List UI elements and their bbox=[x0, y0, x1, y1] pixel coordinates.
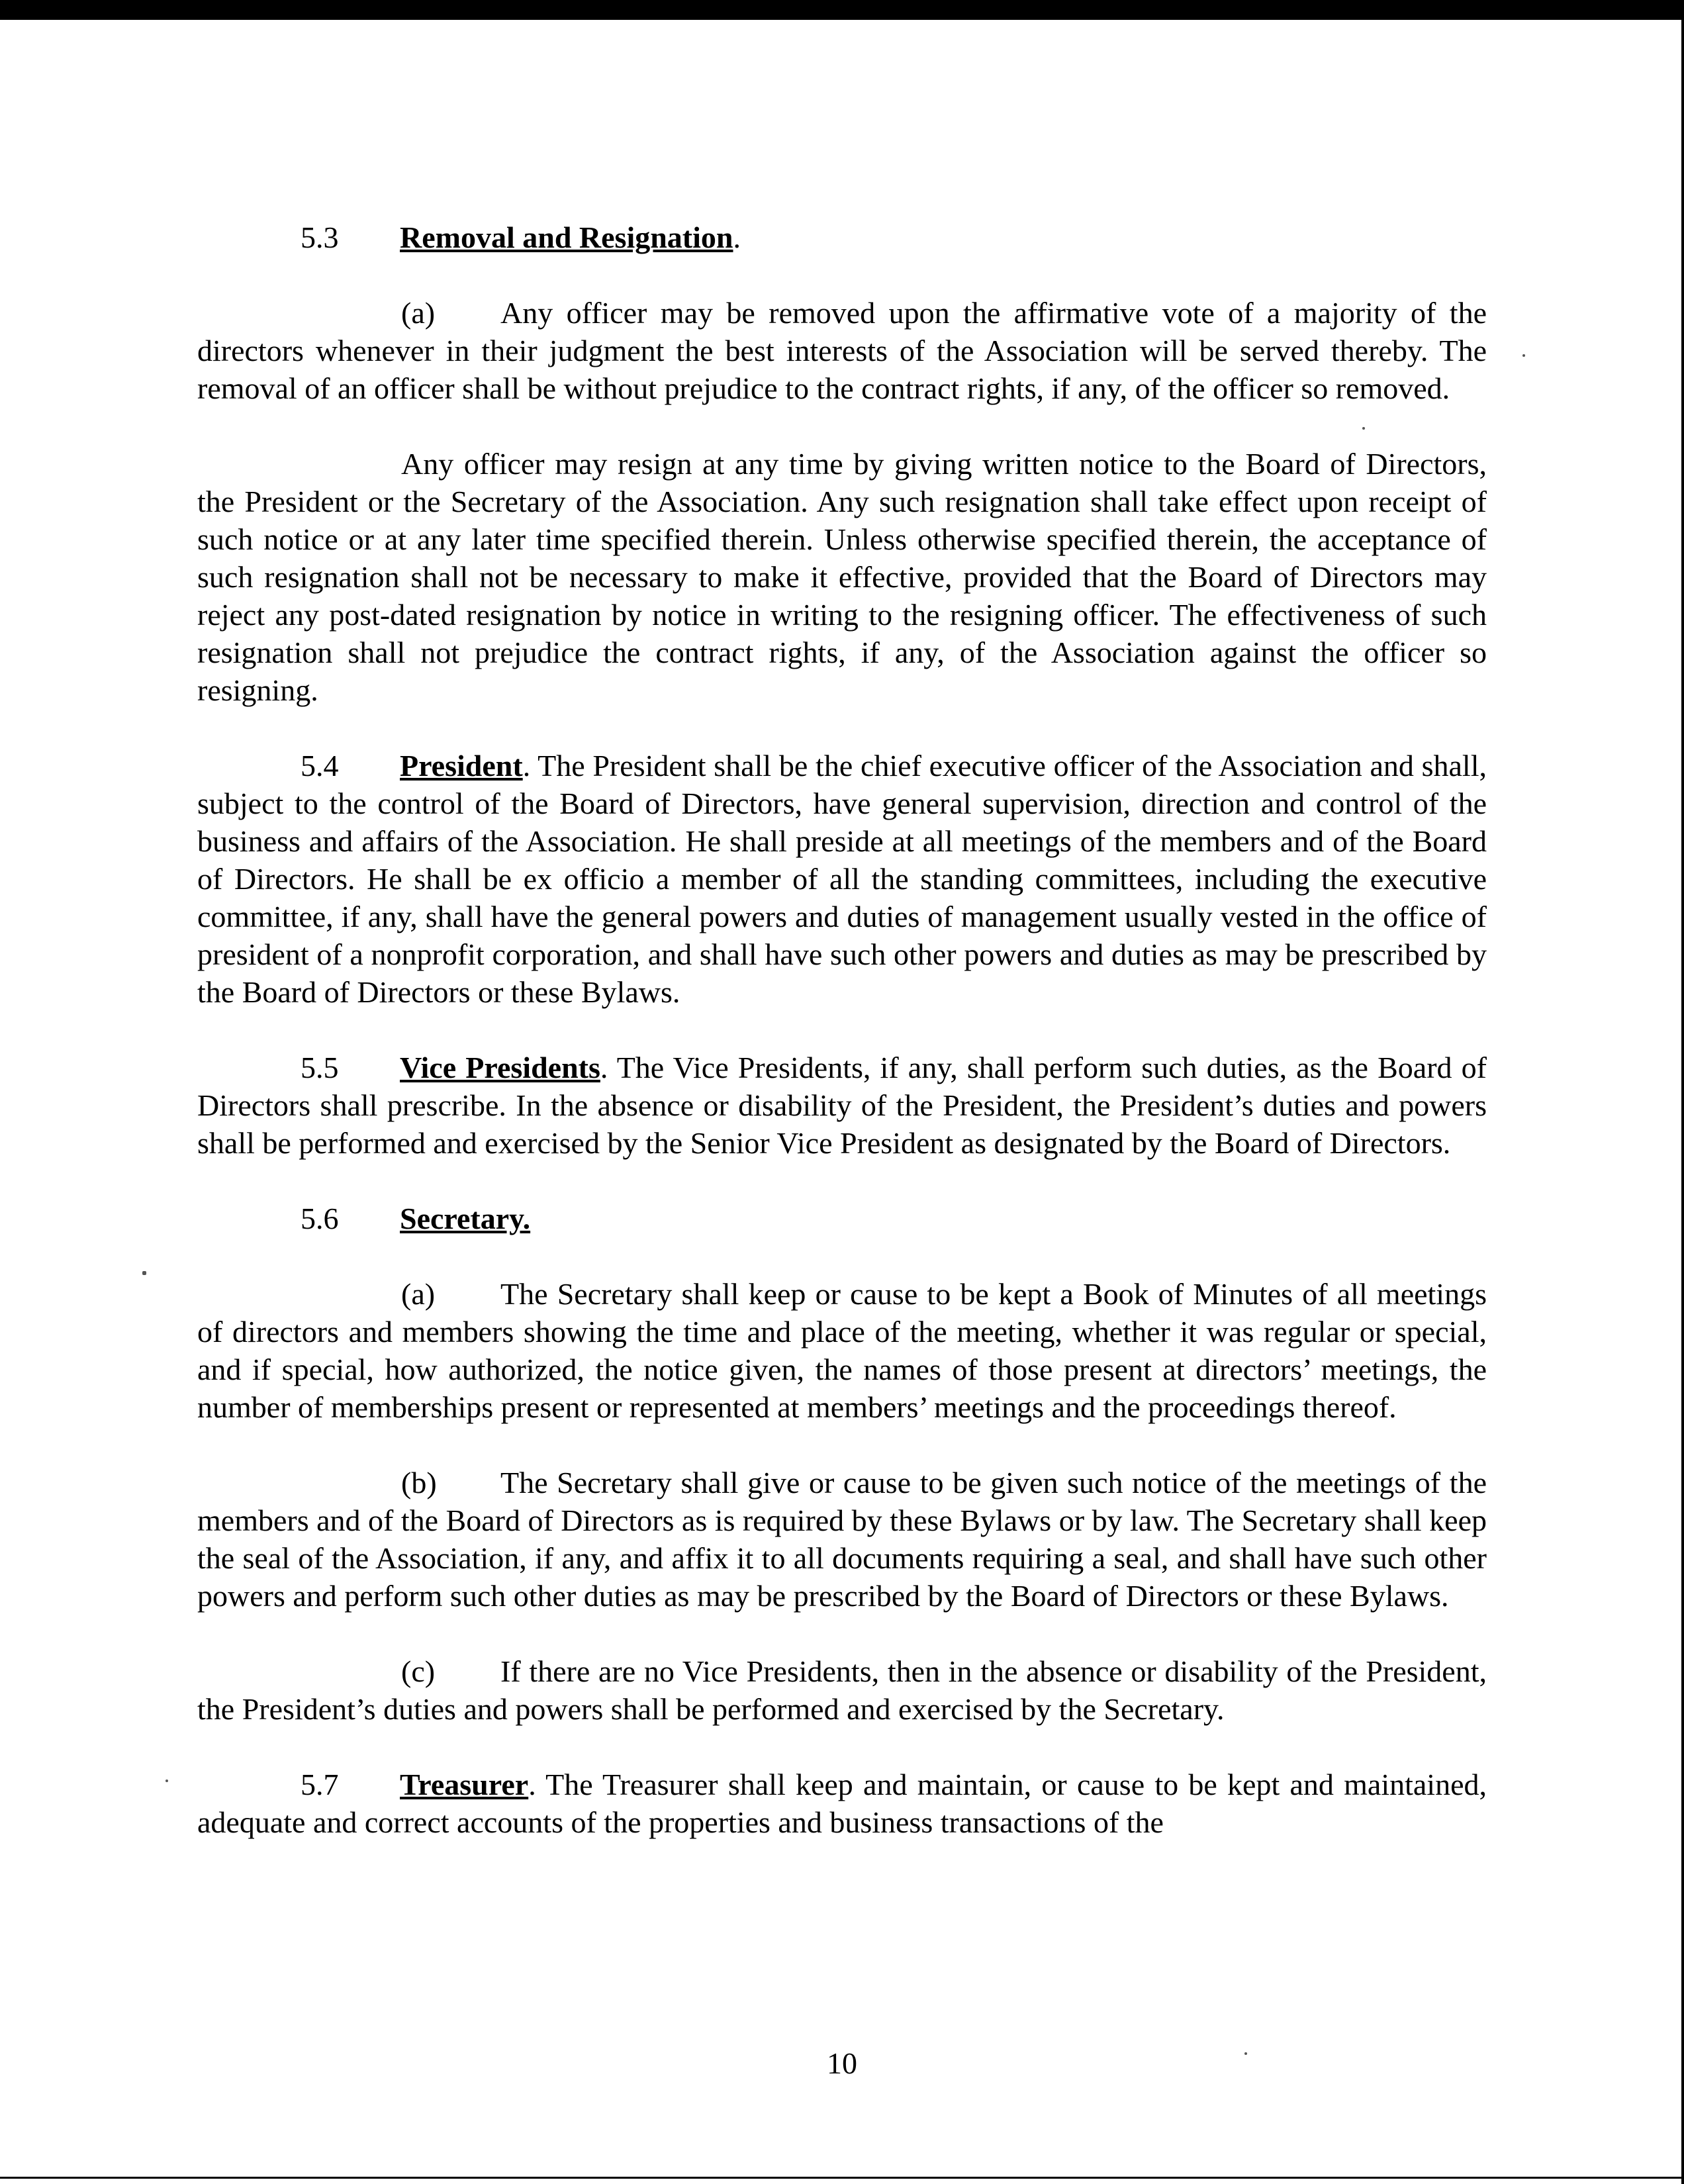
section-title-period: . bbox=[733, 220, 741, 254]
section-5-6-heading bbox=[197, 1200, 1487, 1237]
subsection-label: (a) bbox=[401, 296, 436, 330]
subsection-label: (c) bbox=[401, 1654, 436, 1688]
section-text: The Treasurer shall keep and maintain, or cause to be kept and maintained, adequate and correct accounts of the properties and business transactions of the bbox=[197, 1768, 1487, 1839]
section-title-period: . bbox=[528, 1768, 536, 1801]
section-number: 5.5 bbox=[301, 1051, 339, 1084]
section-title: Vice Presidents bbox=[400, 1051, 600, 1084]
scan-bottom-border bbox=[0, 2177, 1684, 2179]
subsection-text: The Secretary shall keep or cause to be kept a Book of Minutes of all meetings of directors and members showing the time and place of the meeting, whether it was regular or special, and if special, how authorized, the notice given, the names of those present at directors’ meetings, the number of memberships present or represented at members’ meetings and the proceedings thereof. bbox=[197, 1277, 1487, 1424]
section-title-period: . bbox=[600, 1051, 608, 1084]
section-number: 5.7 bbox=[301, 1768, 339, 1801]
scan-right-border bbox=[1681, 0, 1684, 2184]
scan-speck bbox=[1522, 354, 1525, 357]
section-5-6-a bbox=[197, 1275, 1487, 1426]
section-title: President bbox=[400, 749, 523, 783]
section-title: Removal and Resignation bbox=[400, 220, 733, 254]
section-text: The Vice Presidents, if any, shall perform such duties, as the Board of Directors shall prescribe. In the absence or disability of the President, the President’s duties and powers shall be performed and exercised by the Senior Vice President as designated by the Board of Directors. bbox=[197, 1051, 1487, 1160]
scan-speck bbox=[1362, 427, 1365, 430]
scan-top-border bbox=[0, 0, 1684, 20]
document-page bbox=[197, 218, 1487, 1841]
section-5-5 bbox=[197, 1049, 1487, 1162]
section-title: Treasurer bbox=[400, 1768, 529, 1801]
section-title-period: . bbox=[522, 749, 531, 783]
paragraph-text: Any officer may resign at any time by giving written notice to the Board of Directors, the President or the Secretary of the Association. Any such resignation shall take effect upon receipt of such notice or at any later time specified therein. Unless otherwise specified therein, the acceptance of such resignation shall not be necessary to make it effective, provided that the Board of Directors may reject any post-dated resignation by notice in writing to the resigning officer. The effectiveness of such resignation shall not prejudice the contract rights, if any, of the Association against the officer so resigning. bbox=[197, 447, 1487, 707]
subsection-text: The Secretary shall give or cause to be given such notice of the meetings of the members and of the Board of Directors as is required by these Bylaws or by law. The Secretary shall keep the seal of the Association, if any, and affix it to all documents requiring a seal, and shall have such other powers and perform such other duties as may be prescribed by the Board of Directors or these Bylaws. bbox=[197, 1466, 1487, 1613]
section-number: 5.3 bbox=[301, 220, 339, 254]
section-5-3-a bbox=[197, 294, 1487, 407]
section-5-7 bbox=[197, 1766, 1487, 1841]
section-5-3-resignation bbox=[197, 445, 1487, 709]
subsection-text: Any officer may be removed upon the affirmative vote of a majority of the directors whenever in their judgment the best interests of the Association will be served thereby. The removal of an officer shall be without prejudice to the contract rights, if any, of the officer so removed. bbox=[197, 296, 1487, 405]
page-number: 10 bbox=[827, 2046, 857, 2080]
section-5-6-b bbox=[197, 1464, 1487, 1615]
section-number: 5.4 bbox=[301, 749, 339, 783]
subsection-label: (b) bbox=[401, 1466, 437, 1499]
section-5-6-c bbox=[197, 1652, 1487, 1728]
section-text: The President shall be the chief executive officer of the Association and shall, subject to the control of the Board of Directors, have general supervision, direction and control of the business and affairs of the Association. He shall preside at all meetings of the members and of the Board of Directors. He shall be ex officio a member of all the standing committees, including the executive committee, if any, shall have the general powers and duties of management usually vested in the office of president of a nonprofit corporation, and shall have such other powers and duties as may be prescribed by the Board of Directors or these Bylaws. bbox=[197, 749, 1487, 1009]
section-title: Secretary. bbox=[400, 1202, 531, 1235]
section-5-4 bbox=[197, 747, 1487, 1011]
scan-speck bbox=[142, 1271, 146, 1275]
subsection-label: (a) bbox=[401, 1277, 436, 1311]
subsection-text: If there are no Vice Presidents, then in the absence or disability of the President, the President’s duties and powers shall be performed and exercised by the Secretary. bbox=[197, 1654, 1487, 1726]
section-number: 5.6 bbox=[301, 1202, 339, 1235]
scan-speck bbox=[1244, 2052, 1247, 2055]
section-5-3-heading bbox=[197, 218, 1487, 256]
scan-speck bbox=[165, 1780, 168, 1782]
